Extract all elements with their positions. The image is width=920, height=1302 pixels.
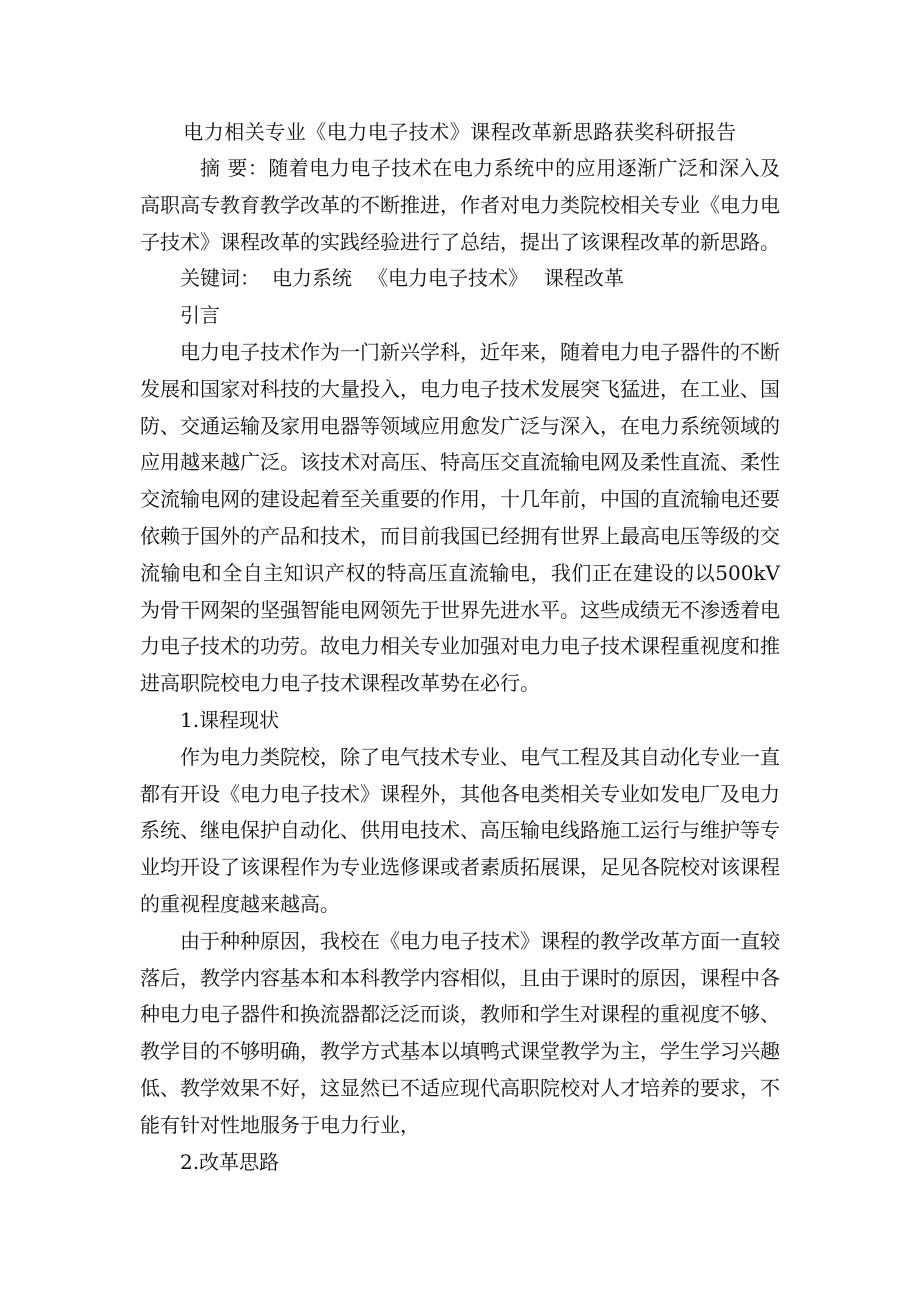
abstract-label: 摘 要： [200, 156, 269, 180]
intro-paragraph: 电力电子技术作为一门新兴学科，近年来，随着电力电子器件的不断发展和国家对科技的大量投入，电力电子技术发展突飞猛进，在工业、国防、交通运输及家用电器等领域应用愈发广泛与深入，在电力系统领域的应用越来越广泛。该技术对高压、特高压交直流输电网及柔性直流、柔性交流输电网的建设起着至关重要的作用，十几年前，中国的直流输电还要依赖于国外的产品和技术，而目前我国已经拥有世界上最高电压等级的交流输电和全自主知识产权的特高压直流输电，我们正在建设的以500kV为骨干网架的坚强智能电网领先于世界先进水平。这些成绩无不渗透着电力电子技术的功劳。故电力相关专业加强对电力电子技术课程重视度和推进高职院校电力电子技术课程改革势在必行。 [140, 339, 780, 696]
keywords-line [140, 260, 780, 297]
document-title: 电力相关专业《电力电子技术》课程改革新思路获奖科研报告 [183, 120, 737, 144]
document-body [140, 150, 780, 1180]
abstract-paragraph [140, 150, 780, 260]
section-heading-1: 1.课程现状 [180, 707, 280, 732]
keyword: 《电力电子技术》 [368, 266, 528, 291]
abstract-text: 随着电力电子技术在电力系统中的应用逐渐广泛和深入及高职高专教育教学改革的不断推进，作者对电力类院校相关专业《电力电子技术》课程改革的实践经验进行了总结，提出了该课程改革的新思路。 [140, 156, 781, 254]
keyword: 电力系统 [272, 266, 352, 291]
keyword: 课程改革 [544, 266, 624, 291]
intro-heading: 引言 [180, 303, 220, 328]
keywords-label: 关键词： [180, 266, 260, 291]
section1-paragraph-2: 由于种种原因，我校在《电力电子技术》课程的教学改革方面一直较落后，教学内容基本和本科教学内容相似，且由于课时的原因，课程中各种电力电子器件和换流器都泛泛而谈，教师和学生对课程的重视度不够、教学目的不够明确，教学方式基本以填鸭式课堂教学为主，学生学习兴趣低、教学效果不好，这显然已不适应现代高职院校对人才培养的要求，不能有针对性地服务于电力行业， [140, 928, 780, 1137]
section-heading-2: 2.改革思路 [180, 1149, 280, 1174]
section1-paragraph-1: 作为电力类院校，除了电气技术专业、电气工程及其自动化专业一直都有开设《电力电子技术》课程外，其他各电类相关专业如发电厂及电力系统、继电保护自动化、供用电技术、高压输电线路施工运行与维护等专业均开设了该课程作为专业选修课或者素质拓展课，足见各院校对该课程的重视程度越来越高。 [140, 744, 780, 916]
